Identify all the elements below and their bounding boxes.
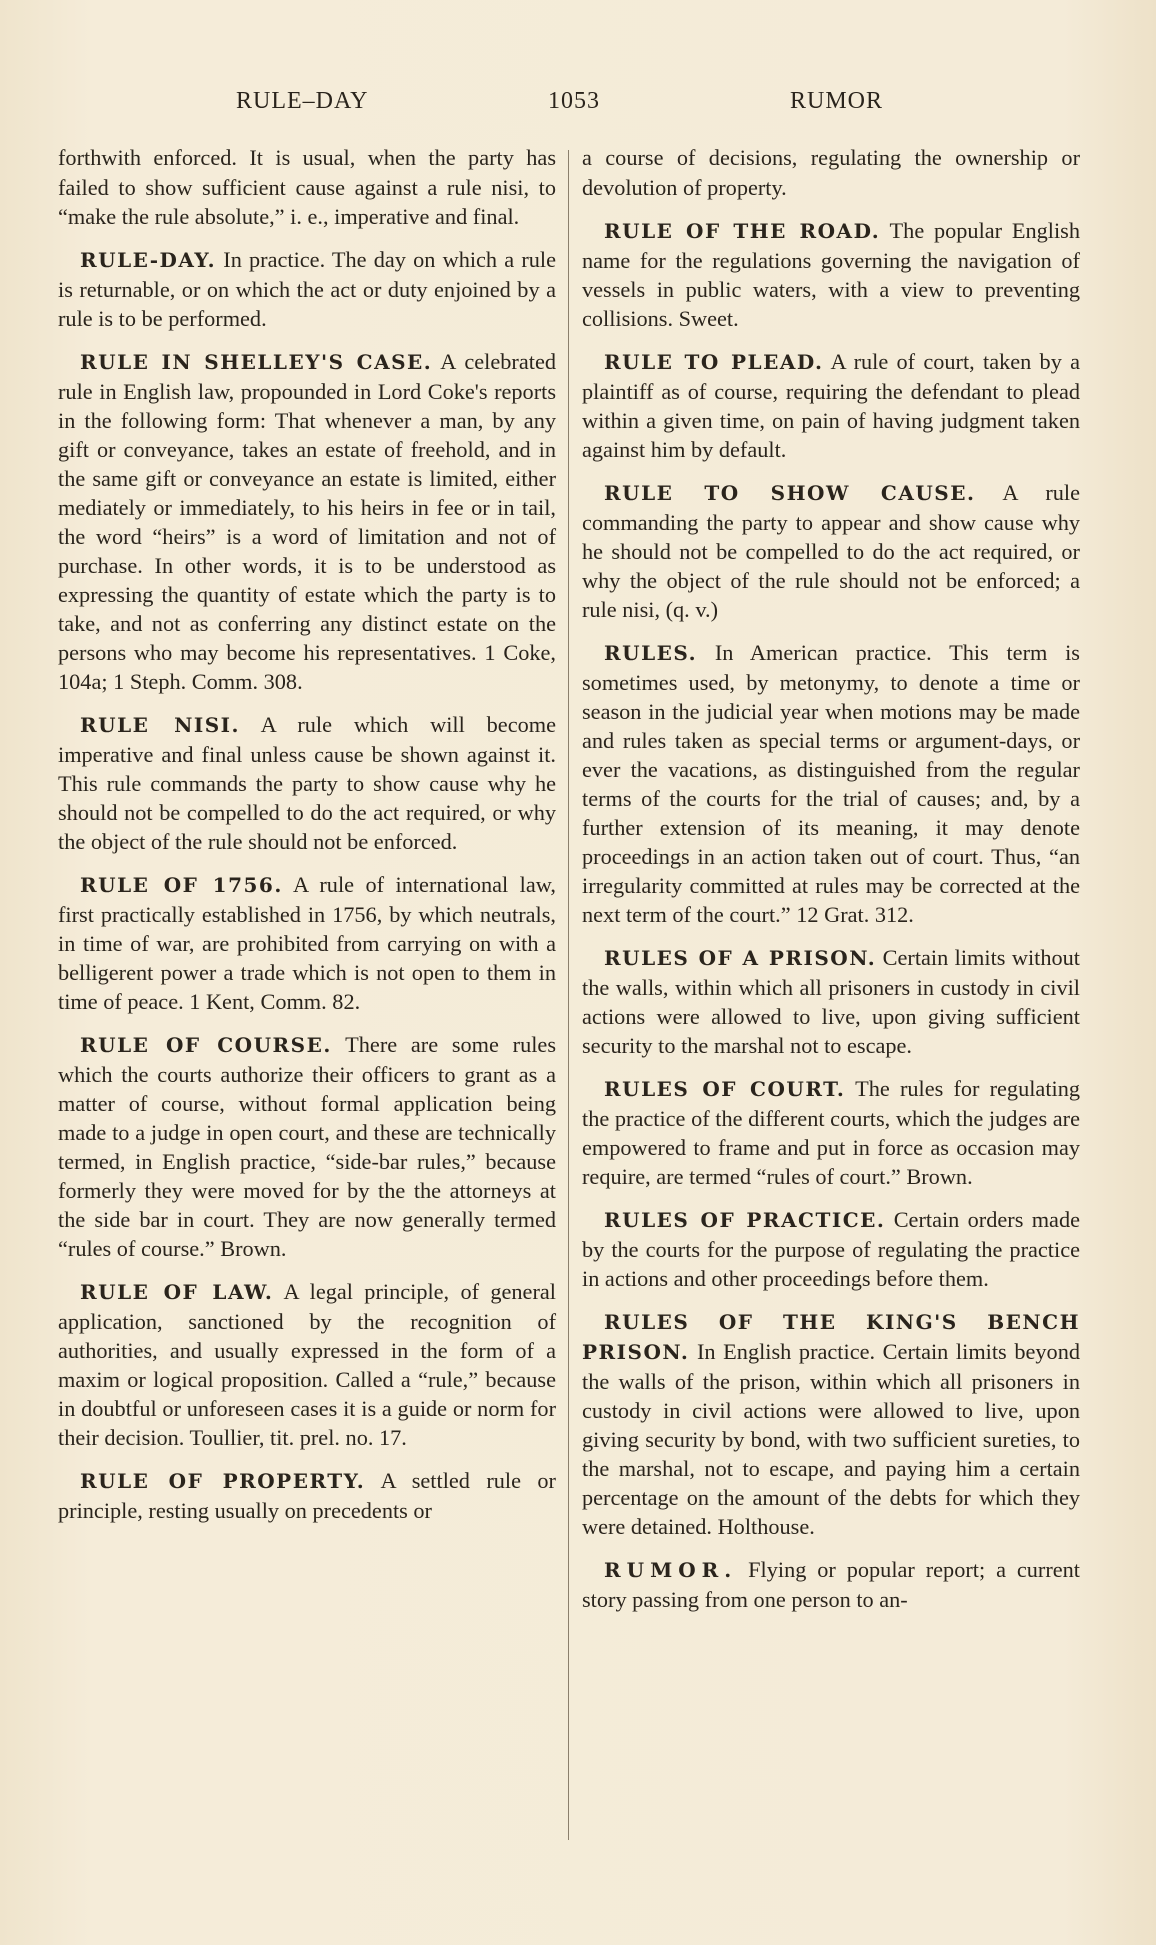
- entry-continuation: [58, 143, 556, 231]
- entry-rule-nisi: [58, 710, 556, 856]
- entry-term: RULE IN SHELLEY'S CASE.: [80, 350, 433, 374]
- entry-text: A settled rule or principle, resting usually on precedents or: [58, 1468, 556, 1523]
- entry-term: RULE-DAY.: [80, 248, 217, 272]
- entry-rule-of-1756: [58, 870, 556, 1016]
- entry-text: The rules for regulating the practice of the different courts, which the judges are empowered to frame and put in force as occasion may require, are termed “rules of court.” Brown.: [582, 1076, 1081, 1189]
- entry-term: RULE NISI.: [80, 713, 240, 737]
- entry-text: Certain limits without the walls, within which all prisoners in custody in civil actions were allowed to live, upon giving sufficient security to the marshal not to escape.: [582, 945, 1081, 1058]
- entry-text: A celebrated rule in English law, propounded in Lord Coke's reports in the following form: That whenever a man, by any gift or conveyance, takes an estate of freehold, and in the same gift or conveyance an estate is limited, either mediately or immediately, to his heirs in fee or in tail, the word “heirs” is a word of limitation and not of purchase. In other words, it is to be understood as expressing the quantity of estate which the party is to take, and not as conferring any distinct estate on the persons who may become his representatives. 1 Coke, 104a; 1 Steph. Comm. 308.: [58, 349, 556, 694]
- guide-word-right: RUMOR: [790, 88, 884, 114]
- entry-term: RULE TO PLEAD.: [604, 350, 824, 374]
- entry-text: In American practice. This term is sometimes used, by metonymy, to denote a time or season in the judicial year when motions may be made and rules taken as special terms or argument-days, or ever the vacations, as distinguished from the regular terms of the courts for the trial of causes; and, by a further extension of its meaning, it may denote proceedings in an action taken out of court. Thus, “an irregularity committed at rules may be corrected at the next term of the court.” 12 Grat. 312.: [582, 640, 1080, 927]
- entry-term: RULES.: [604, 641, 698, 665]
- entry-rule-to-show-cause: [582, 478, 1080, 624]
- entry-text: The popular English name for the regulations governing the navigation of vessels in public waters, with a view to preventing collisions. Sweet.: [582, 218, 1081, 331]
- entry-text: A rule which will become imperative and final unless cause be shown against it. This rule commands the party to show cause why he should not be compelled to do the act required, or why the object of the rule should not be enforced.: [58, 712, 556, 854]
- entry-rule-in-shelleys-case: [58, 347, 556, 696]
- entry-text: There are some rules which the courts authorize their officers to grant as a matter of course, without formal application being made to a judge in open court, and these are technically termed, in English practice, “side-bar rules,” because formerly they were moved for by the the attorneys at the side bar in court. They are now generally termed “rules of course.” Brown.: [58, 1032, 556, 1261]
- entry-term: RULE TO SHOW CAUSE.: [604, 481, 976, 505]
- entry-rules-of-practice: [582, 1205, 1080, 1293]
- entry-rule-day: [58, 245, 556, 333]
- entry-rules-of-court: [582, 1074, 1080, 1191]
- entry-term: RUMOR.: [604, 1558, 738, 1582]
- entry-text: In practice. The day on which a rule is returnable, or on which the act or duty enjoined by a rule is to be performed.: [58, 247, 556, 331]
- entry-text: A legal principle, of general application, sanctioned by the recognition of authorities, and usually expressed in the form of a maxim or logical proposition. Called a “rule,” because in doubtful or unforeseen cases it is a guide or norm for their decision. Toullier, tit. prel. no. 17.: [58, 1279, 556, 1450]
- entry-term: RULES OF A PRISON.: [604, 946, 877, 970]
- entry-text: In English practice. Certain limits beyond the walls of the prison, within which all prisoners in custody in civil actions were allowed to live, upon giving security by bond, with two sufficient sureties, to the marshal, not to escape, and paying him a certain percentage on the amount of the debts for which they were detained. Holthouse.: [582, 1339, 1080, 1539]
- entry-rule-of-the-road: [582, 216, 1080, 333]
- entry-text: A rule commanding the party to appear and show cause why he should not be compelled to do the act required, or why the object of the rule should not be enforced; a rule nisi, (q. v.): [582, 480, 1080, 622]
- entry-rule-to-plead: [582, 347, 1080, 464]
- entry-term: RULE OF THE ROAD.: [604, 219, 881, 243]
- entry-rumor: [582, 1555, 1080, 1614]
- guide-word-left: RULE–DAY: [236, 88, 369, 114]
- page-number: 1053: [548, 88, 600, 114]
- entry-text: forthwith enforced. It is usual, when the party has failed to show sufficient cause against a rule nisi, to “make the rule absolute,” i. e., imperative and final.: [58, 145, 556, 229]
- entry-rule-of-law: [58, 1277, 556, 1452]
- entry-continuation: [582, 143, 1080, 202]
- running-head: [0, 88, 1156, 128]
- entry-text: Certain orders made by the courts for the purpose of regulating the practice in actions and other proceedings before them.: [582, 1207, 1080, 1291]
- entry-text: a course of decisions, regulating the ownership or devolution of property.: [582, 145, 1080, 200]
- entry-term: RULE OF PROPERTY.: [80, 1469, 366, 1493]
- entry-term: RULE OF COURSE.: [80, 1033, 332, 1057]
- entry-term: RULE OF LAW.: [80, 1280, 274, 1304]
- entry-term: RULES OF THE KING'S BENCH PRISON.: [582, 1310, 1080, 1364]
- entry-rules: [582, 638, 1080, 929]
- entry-text: A rule of court, taken by a plaintiff as of course, requiring the defendant to plead within a given time, on pain of having judgment taken against him by default.: [582, 349, 1080, 462]
- entry-rules-of-a-prison: [582, 943, 1080, 1060]
- left-column: [58, 143, 556, 1539]
- entry-term: RULE OF 1756.: [80, 873, 283, 897]
- right-column: [582, 143, 1080, 1628]
- entry-rule-of-property: [58, 1466, 556, 1525]
- column-divider: [568, 150, 569, 1840]
- entry-term: RULES OF COURT.: [604, 1077, 846, 1101]
- entry-rule-of-course: [58, 1030, 556, 1263]
- entry-text: A rule of international law, first practically established in 1756, by which neutrals, in time of war, are prohibited from carrying on with a belligerent power a trade which is not open to them in time of peace. 1 Kent, Comm. 82.: [58, 872, 556, 1014]
- entry-term: RULES OF PRACTICE.: [604, 1208, 886, 1232]
- entry-text: Flying or popular report; a current story passing from one person to an-: [582, 1557, 1080, 1612]
- entry-rules-of-the-kings-bench-prison: [582, 1307, 1080, 1541]
